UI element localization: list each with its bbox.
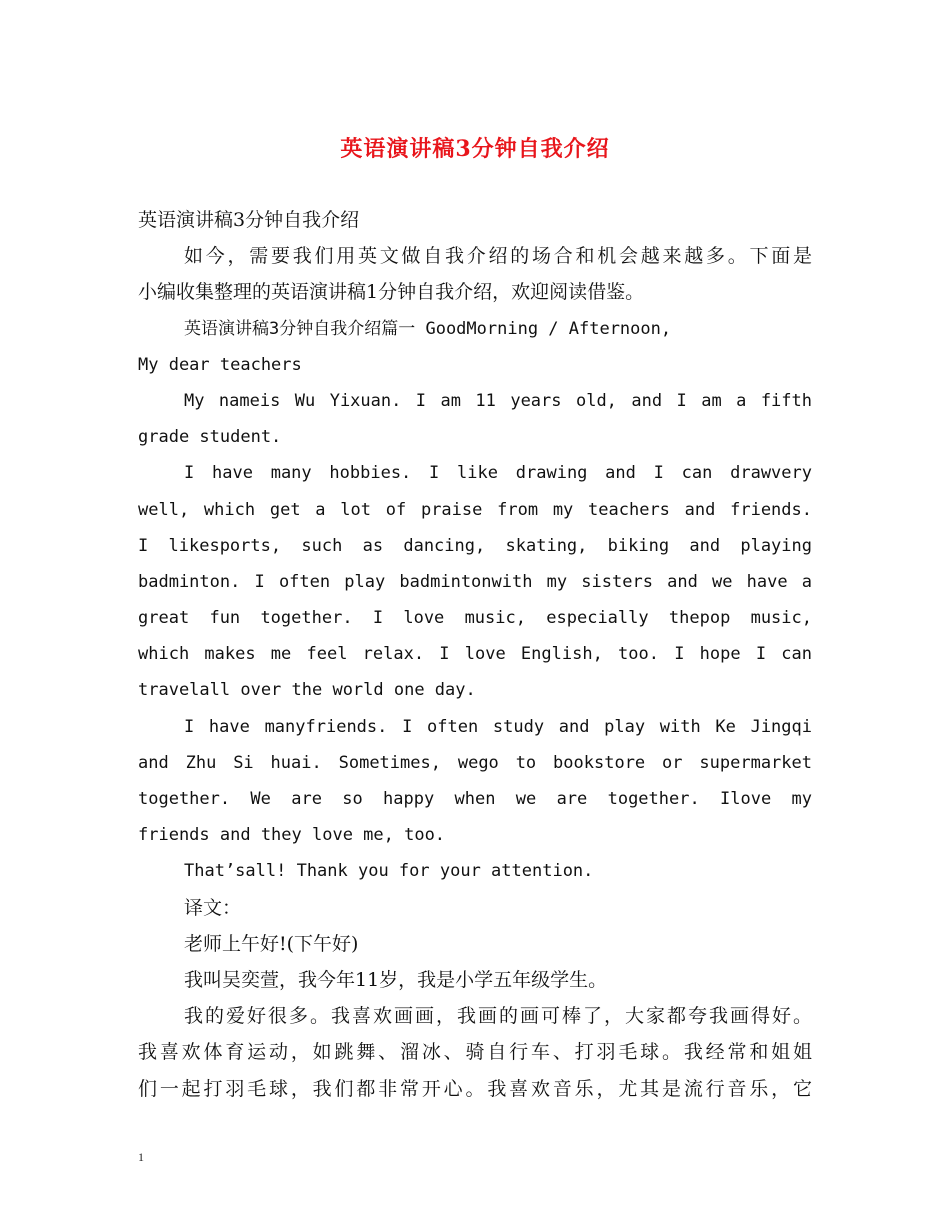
body-line: I have manyfriends. I often study and play with Ke Jingqi — [184, 716, 812, 737]
body-line: I have many hobbies. I like drawing and I can drawvery — [184, 463, 812, 484]
body-line: 我的爱好很多。我喜欢画画，我画的画可棒了，大家都夸我画得好。 — [184, 1005, 812, 1028]
body-line: travelall over the world one day. — [138, 680, 476, 701]
body-line: friends and they love me, too. — [138, 825, 446, 846]
body-line: 英语演讲稿3分钟自我介绍篇一 GoodMorning / Afternoon, — [184, 318, 672, 339]
body-line: and Zhu Si huai. Sometimes, wego to bookstore or supermarket — [138, 752, 812, 773]
body-line: well, which get a lot of praise from my teachers and friends. — [138, 499, 812, 520]
body-line: My nameis Wu Yixuan. I am 11 years old, and I am a fifth — [184, 390, 812, 411]
body-line: badminton. I often play badmintonwith my sisters and we have a — [138, 571, 812, 592]
page-number: 1 — [138, 1150, 144, 1164]
document-title: 英语演讲稿3分钟自我介绍 — [340, 136, 610, 162]
body-line: 我喜欢体育运动，如跳舞、溜冰、骑自行车、打羽毛球。我经常和姐姐 — [138, 1041, 812, 1064]
document-body — [138, 202, 812, 1107]
body-line: 译文： — [184, 896, 242, 919]
body-line: 小编收集整理的英语演讲稿1分钟自我介绍，欢迎阅读借鉴。 — [138, 281, 645, 304]
body-line: 们一起打羽毛球，我们都非常开心。我喜欢音乐，尤其是流行音乐，它 — [138, 1077, 812, 1100]
body-line: together. We are so happy when we are together. Ilove my — [138, 789, 812, 809]
body-line: great fun together. I love music, especially thepop music, — [138, 608, 812, 629]
body-line: That’sall! Thank you for your attention. — [184, 861, 594, 882]
body-line: 如今，需要我们用英文做自我介绍的场合和机会越来越多。下面是 — [184, 245, 812, 268]
body-line: which makes me feel relax. I love English, too. I hope I can — [138, 644, 812, 665]
body-line: 英语演讲稿3分钟自我介绍 — [138, 209, 360, 231]
body-line: My dear teachers — [138, 354, 302, 375]
body-line: I likesports, such as dancing, skating, biking and playing — [138, 535, 812, 556]
body-line: grade student. — [138, 427, 282, 448]
body-line: 老师上午好!(下午好) — [184, 932, 359, 955]
body-line: 我叫吴奕萱，我今年11岁，我是小学五年级学生。 — [184, 968, 608, 991]
